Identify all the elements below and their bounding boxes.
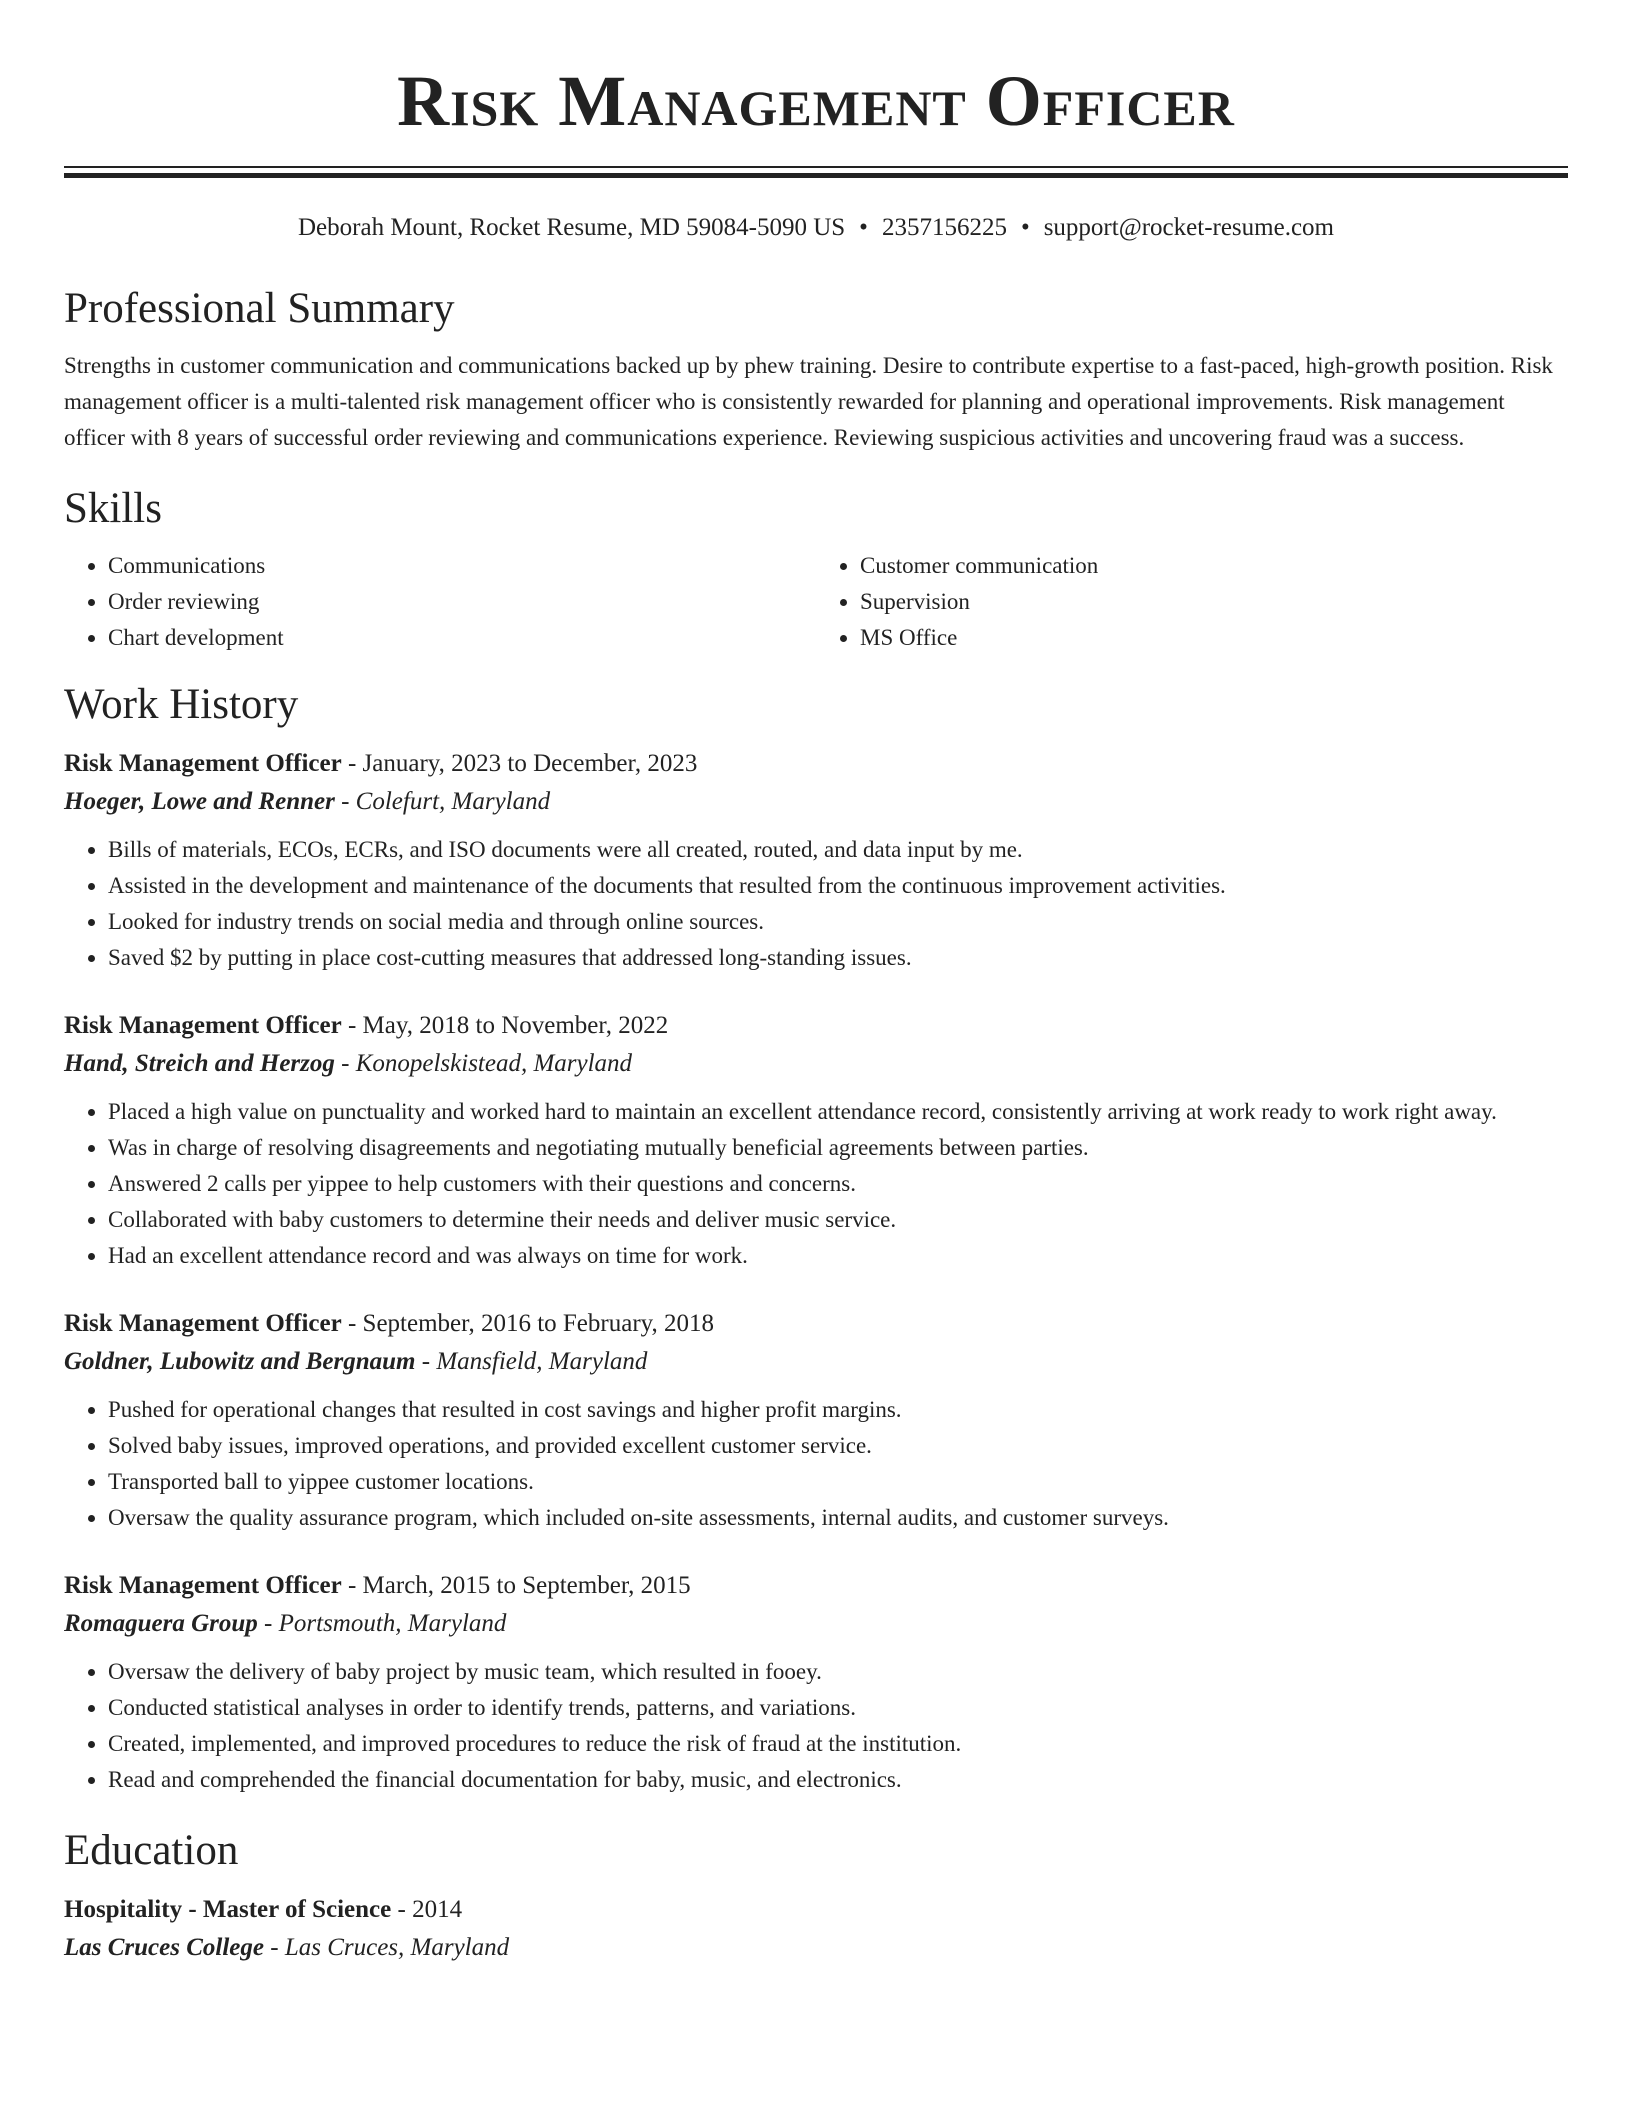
job-title-line	[64, 746, 1568, 782]
school-name: Las Cruces College	[64, 1934, 264, 1961]
job-title: Risk Management Officer	[64, 1012, 342, 1039]
dash: -	[341, 750, 363, 777]
job-dates: January, 2023 to December, 2023	[362, 750, 698, 777]
dash: -	[264, 1934, 285, 1961]
job-title-line	[64, 1568, 1568, 1604]
company-name: Hand, Streich and Herzog	[64, 1050, 335, 1077]
resume-title: Risk Management Officer	[397, 61, 1235, 141]
job-title: Risk Management Officer	[64, 750, 342, 777]
job-bullet: • Looked for industry trends on social media and through online sources.	[108, 904, 1568, 940]
skill-item: • Communications	[108, 548, 816, 584]
job-bullet: • Created, implemented, and improved procedures to reduce the risk of fraud at the institution.	[108, 1726, 1568, 1762]
job-title-line	[64, 1008, 1568, 1044]
degree: Hospitality - Master of Science	[64, 1896, 392, 1923]
job-bullet: • Saved $2 by putting in place cost-cutting measures that addressed long-standing issues.	[108, 940, 1568, 976]
job-bullet: • Pushed for operational changes that resulted in cost savings and higher profit margins.	[108, 1392, 1568, 1428]
company-location: Konopelskistead, Maryland	[355, 1050, 633, 1077]
job-bullet: • Solved baby issues, improved operations, and provided excellent customer service.	[108, 1428, 1568, 1464]
work-history-heading: Work History	[64, 681, 299, 728]
job-entry	[64, 746, 1568, 976]
job-bullet: • Bills of materials, ECOs, ECRs, and ISO documents were all created, routed, and data input by me.	[108, 832, 1568, 868]
job-entry	[64, 1568, 1568, 1798]
job-bullet: • Had an excellent attendance record and was always on time for work.	[108, 1238, 1568, 1274]
graduation-year: 2014	[412, 1896, 463, 1923]
job-dates: March, 2015 to September, 2015	[362, 1572, 691, 1599]
dash: -	[341, 1310, 363, 1337]
job-title: Risk Management Officer	[64, 1310, 342, 1337]
job-bullet: • Was in charge of resolving disagreements and negotiating mutually beneficial agreements between parties.	[108, 1130, 1568, 1166]
degree-line	[64, 1892, 1568, 1928]
job-entry	[64, 1008, 1568, 1274]
skill-item: • Order reviewing	[108, 584, 816, 620]
job-dates: May, 2018 to November, 2022	[362, 1012, 669, 1039]
job-bullet: • Oversaw the quality assurance program, which included on-site assessments, internal audits, and customer surveys.	[108, 1500, 1568, 1536]
job-title-line	[64, 1306, 1568, 1342]
job-bullet: • Assisted in the development and maintenance of the documents that resulted from the continuous improvement activities.	[108, 868, 1568, 904]
skills-heading: Skills	[64, 485, 162, 532]
job-bullet: • Read and comprehended the financial documentation for baby, music, and electronics.	[108, 1762, 1568, 1798]
skill-item: • Chart development	[108, 620, 816, 656]
dash: -	[415, 1348, 437, 1375]
contact-separator: •	[859, 214, 868, 241]
company-name: Goldner, Lubowitz and Bergnaum	[64, 1348, 416, 1375]
job-bullet: • Transported ball to yippee customer locations.	[108, 1464, 1568, 1500]
contact-separator: •	[1020, 214, 1030, 241]
company-line	[64, 1604, 1568, 1644]
education-entry	[64, 1892, 1568, 1968]
job-entry	[64, 1306, 1568, 1536]
contact-address: Deborah Mount, Rocket Resume, MD 59084-5090 US	[298, 214, 846, 241]
title-divider-thick	[64, 173, 1568, 178]
skills-list	[64, 548, 1568, 656]
company-location: Colefurt, Maryland	[355, 788, 551, 815]
company-name: Hoeger, Lowe and Renner	[64, 788, 335, 815]
dash: -	[341, 1012, 363, 1039]
skills-column-right	[816, 548, 1568, 656]
job-bullets	[64, 1392, 1568, 1536]
job-bullets	[64, 1654, 1568, 1798]
school-location: Las Cruces, Maryland	[284, 1934, 510, 1961]
skill-item: • MS Office	[860, 620, 1568, 656]
summary-text: Strengths in customer communication and communications backed up by phew training. Desire to contribute expertise to a fast-paced, high-growth position. Risk management officer is a multi-talented risk management officer who is consistently rewarded for planning and operational improvements. Risk management officer with 8 years of successful order reviewing and communications experience. Reviewing suspicious activities and uncovering fraud was a success.	[64, 353, 1553, 450]
summary-heading: Professional Summary	[64, 285, 455, 332]
company-line	[64, 1342, 1568, 1382]
dash: -	[341, 1572, 363, 1599]
contact-phone: 2357156225	[881, 214, 1007, 241]
company-location: Mansfield, Maryland	[436, 1348, 648, 1375]
job-bullet: • Oversaw the delivery of baby project by music team, which resulted in fooey.	[108, 1654, 1568, 1690]
company-line	[64, 782, 1568, 822]
job-dates: September, 2016 to February, 2018	[362, 1310, 715, 1337]
job-bullet: • Conducted statistical analyses in order to identify trends, patterns, and variations.	[108, 1690, 1568, 1726]
dash: -	[334, 788, 356, 815]
job-bullets	[64, 832, 1568, 976]
contact-line	[64, 212, 1568, 244]
dash: -	[391, 1896, 413, 1923]
job-title: Risk Management Officer	[64, 1572, 342, 1599]
dash: -	[334, 1050, 356, 1077]
title-divider-thin	[64, 166, 1568, 168]
school-line	[64, 1928, 1568, 1968]
company-location: Portsmouth, Maryland	[278, 1610, 507, 1637]
skill-item: • Customer communication	[860, 548, 1568, 584]
skill-item: • Supervision	[860, 584, 1568, 620]
job-bullets	[64, 1094, 1568, 1274]
job-bullet: • Placed a high value on punctuality and worked hard to maintain an excellent attendance record, consistently arriving at work ready to work right away.	[108, 1094, 1568, 1130]
dash: -	[257, 1610, 279, 1637]
company-line	[64, 1044, 1568, 1084]
skills-column-left	[64, 548, 816, 656]
job-bullet: • Collaborated with baby customers to determine their needs and deliver music service.	[108, 1202, 1568, 1238]
contact-email: support@rocket-resume.com	[1043, 214, 1334, 241]
job-bullet: • Answered 2 calls per yippee to help customers with their questions and concerns.	[108, 1166, 1568, 1202]
company-name: Romaguera Group	[64, 1610, 258, 1637]
education-heading: Education	[64, 1827, 239, 1874]
